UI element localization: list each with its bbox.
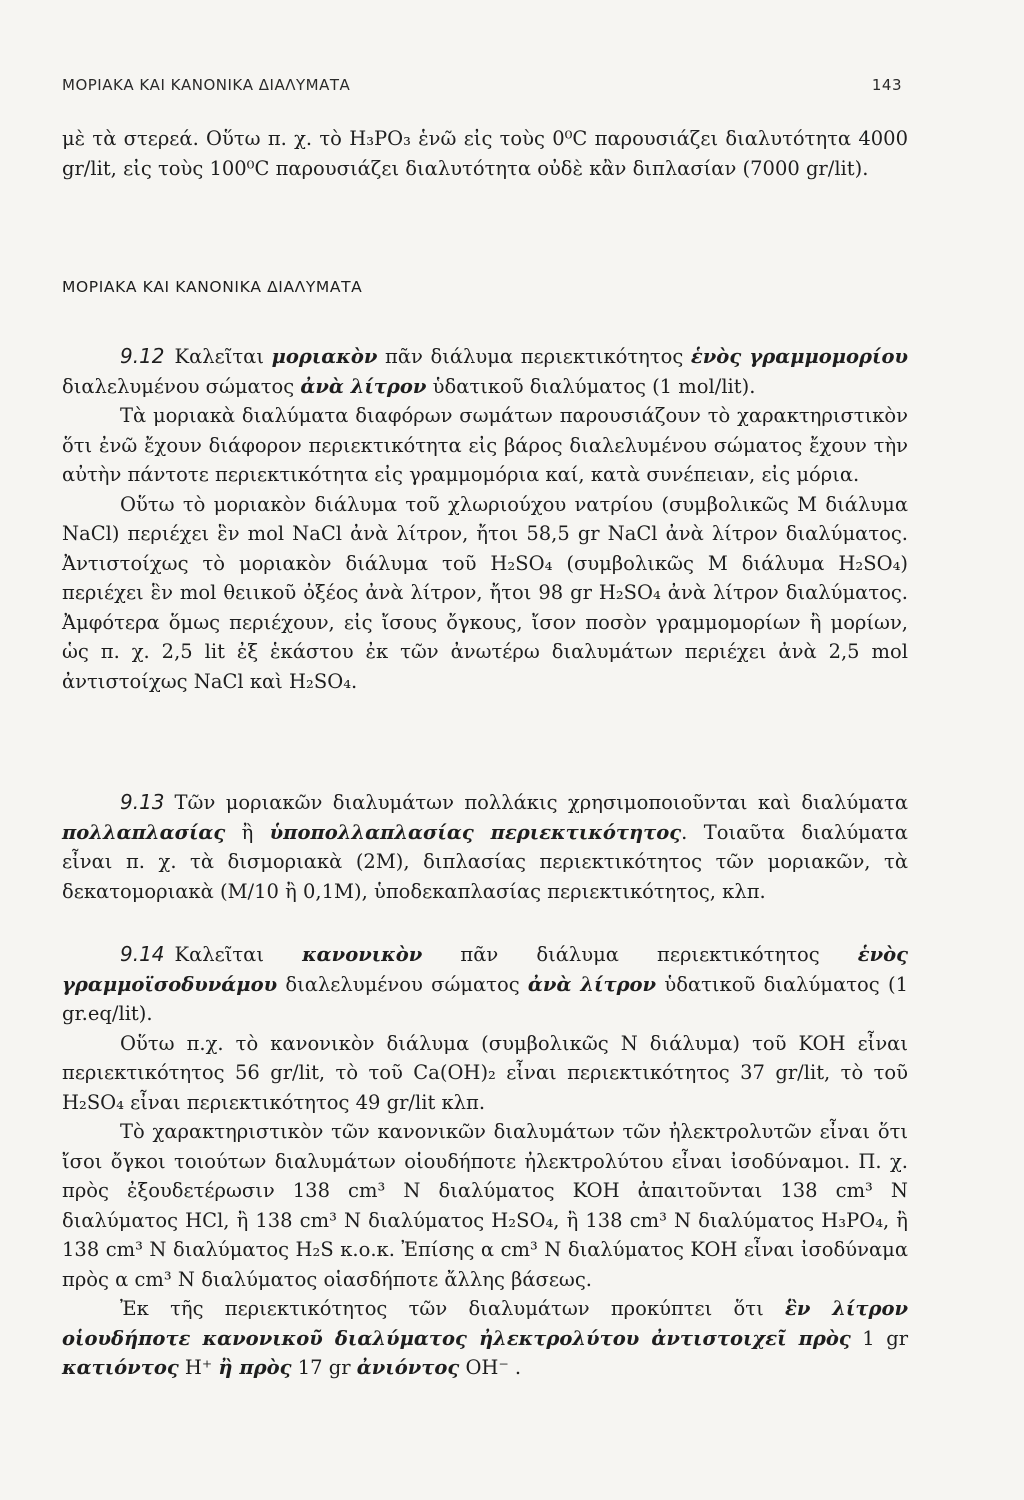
- term-molar: μοριακὸν: [271, 345, 378, 368]
- paragraph: Τὸ χαρακτηριστικὸν τῶν κανονικῶν διαλυμάτων τῶν ἠλεκτρολυτῶν εἶναι ὅτι ἴσοι ὄγκοι τοιούτων διαλυμάτων οἱουδήποτε ἠλεκτρολύτου εἶναι ἰσοδύναμοι. Π. χ. πρὸς ἐξουδετέρωσιν 138 cm³ N διαλύματος KOH ἀπαιτοῦνται 138 cm³ N διαλύματος HCl, ἢ 138 cm³ N διαλύματος H₂SO₄, ἢ 138 cm³ N διαλύματος H₃PO₄, ἢ 138 cm³ N διαλύματος H₂S κ.ο.κ. Ἐπίσης α cm³ N διαλύματος KOH εἶναι ἰσοδύναμα πρὸς α cm³ N διαλύματος οἱασδήποτε ἄλλης βάσεως.: [62, 1120, 908, 1291]
- paragraph: Οὕτω π.χ. τὸ κανονικὸν διάλυμα (συμβολικῶς N διάλυμα) τοῦ KOH εἶναι περιεκτικότητος 56 gr/lit, τὸ τοῦ Ca(OH)₂ εἶναι περιεκτικότητος 37 gr/lit, τὸ τοῦ H₂SO₄ εἶναι περιεκτικότητος 49 gr/lit κλπ.: [62, 1031, 908, 1114]
- intro-text: μὲ τὰ στερεά. Οὕτω π. χ. τὸ H₃PO₃ ἑνῶ εἰς τοὺς 0⁰C παρουσιάζει διαλυτότητα 4000 gr/lit, εἰς τοὺς 100⁰C παρουσιάζει διαλυτότητα οὐδὲ κἂν διπλασίαν (7000 gr/lit).: [62, 127, 908, 180]
- paragraph: Οὕτω τὸ μοριακὸν διάλυμα τοῦ χλωριούχου νατρίου (συμβολικῶς M διάλυμα NaCl) περιέχει ἓν mol NaCl ἀνὰ λίτρον, ἤτοι 58,5 gr NaCl ἀνὰ λίτρον διαλύματος. Ἀντιστοίχως τὸ μοριακὸν διάλυμα τοῦ H₂SO₄ (συμβολικῶς M διάλυμα H₂SO₄) περιέχει ἓν mol θειικοῦ ὀξέος ἀνὰ λίτρον, ἤτοι 98 gr H₂SO₄ ἀνὰ λίτρον διαλύματος. Ἀμφότερα ὅμως περιέχουν, εἰς ἴσους ὄγκους, ἴσον ποσὸν γραμμομορίων ἢ μορίων, ὡς π. χ. 2,5 lit ἐξ ἑκάστου ἐκ τῶν ἀνωτέρω διαλυμάτων περιέχει ἀνὰ 2,5 mol ἀντιστοίχως NaCl καὶ H₂SO₄.: [62, 492, 908, 693]
- page-number: 143: [871, 76, 902, 94]
- section-number: 9.13: [120, 790, 165, 814]
- section-9-14: [62, 940, 908, 1383]
- multiples-paragraph: 9.13 Τῶν μοριακῶν διαλυμάτων πολλάκις χρησιμοποιοῦνται καὶ διαλύματα πολλαπλασίας ἢ ὑποπολλαπλασίας περιεκτικότητος. Τοιαῦτα διαλύματα εἶναι π. χ. τὰ δισμοριακὰ (2M), διπλασίας περιεκτικότητος τῶν μοριακῶν, τὰ δεκατομοριακὰ (M/10 ἢ 0,1M), ὑποδεκαπλασίας περιεκτικότητος, κλπ.: [62, 790, 908, 903]
- running-header: [62, 76, 902, 94]
- running-title: ΜΟΡΙΑΚΑ ΚΑΙ ΚΑΝΟΝΙΚΑ ΔΙΑΛΥΜΑΤΑ: [62, 76, 351, 94]
- definition-normal: 9.14 Καλεῖται κανονικὸν πᾶν διάλυμα περιεκτικότητος ἑνὸς γραμμοϊσοδυνάμου διαλελυμένου σώματος ἀνὰ λίτρον ὑδατικοῦ διαλύματος (1 gr.eq/lit).: [62, 942, 908, 1025]
- section-9-13: [62, 788, 908, 906]
- section-9-12: [62, 342, 908, 696]
- section-number: 9.14: [120, 942, 165, 966]
- section-number: 9.12: [120, 344, 165, 368]
- conclusion-paragraph: Ἐκ τῆς περιεκτικότητος τῶν διαλυμάτων προκύπτει ὅτι ἓν λίτρον οἱουδήποτε κανονικοῦ διαλύματος ἠλεκτρολύτου ἀντιστοιχεῖ πρὸς 1 gr κατιόντος H⁺ ἢ πρὸς 17 gr ἀνιόντος OH⁻ .: [62, 1297, 909, 1379]
- section-heading: ΜΟΡΙΑΚΑ ΚΑΙ ΚΑΝΟΝΙΚΑ ΔΙΑΛΥΜΑΤΑ: [62, 278, 363, 296]
- term-normal: κανονικὸν: [302, 943, 423, 966]
- paragraph: Τὰ μοριακὰ διαλύματα διαφόρων σωμάτων παρουσιάζουν τὸ χαρακτηριστικὸν ὅτι ἐνῶ ἔχουν διάφορον περιεκτικότητα εἰς βάρος διαλελυμένου σώματος ἔχουν τὴν αὐτὴν πάντοτε περιεκτικότητα εἰς γραμμομόρια καί, κατὰ συνέπειαν, εἰς μόρια.: [62, 404, 908, 486]
- definition-molar: 9.12 Καλεῖται μοριακὸν πᾶν διάλυμα περιεκτικότητος ἑνὸς γραμμομορίου διαλελυμένου σώματος ἀνὰ λίτρον ὑδατικοῦ διαλύματος (1 mol/lit).: [62, 344, 909, 398]
- intro-paragraph: [62, 124, 908, 183]
